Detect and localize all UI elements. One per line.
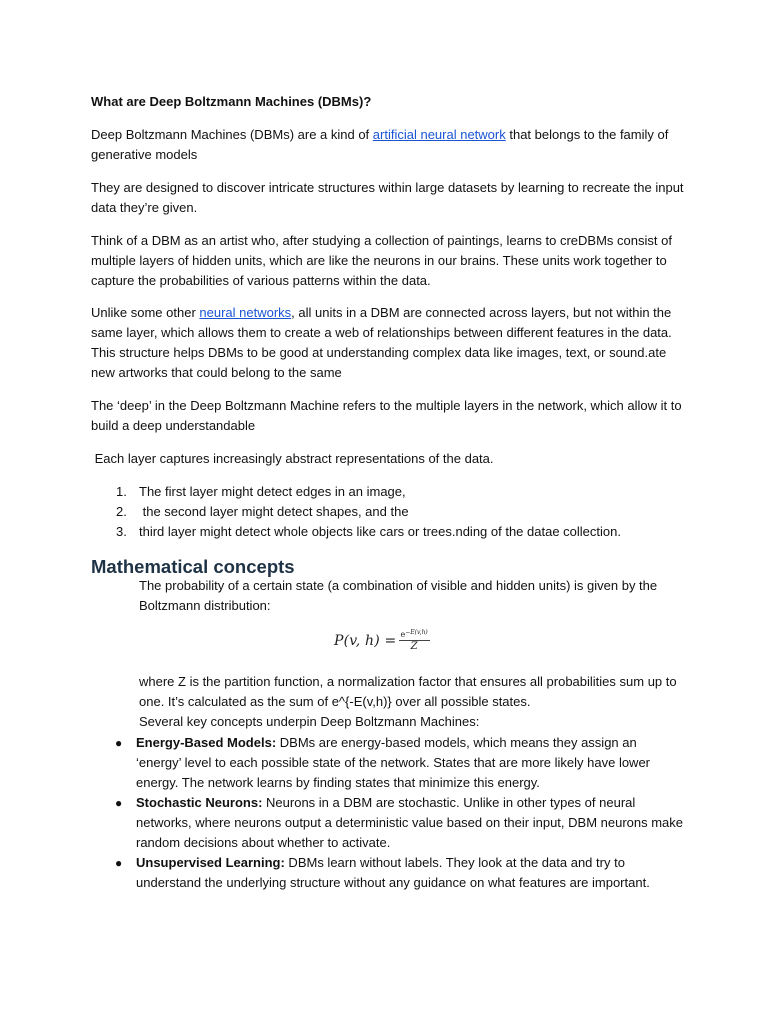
list-number: 2.: [116, 504, 127, 519]
list-item: [115, 733, 684, 793]
concept-description: Neurons in a DBM are stochastic. Unlike in other types of neural networks, where neurons output a deterministic value based on their input, DBM neurons make random decisions about whether to activate.: [136, 795, 684, 850]
formula-numerator-base: e: [400, 630, 406, 639]
concept-description: DBMs learn without labels. They look at the data and try to understand the underlying structure without any guidance on what features are important.: [136, 855, 650, 890]
formula-lhs: P(v, h) =: [334, 632, 397, 649]
artificial-neural-network-link[interactable]: artificial neural network: [372, 127, 506, 142]
paragraph-concepts-intro: Several key concepts underpin Deep Boltzmann Machines:: [139, 714, 480, 729]
paragraph-intro-text-after: that belongs to the family of generative models: [91, 127, 669, 162]
list-item-text: the second layer might detect shapes, and the: [139, 504, 409, 519]
paragraph-math-intro: The probability of a certain state (a combination of visible and hidden units) is given by the Boltzmann distribution:: [139, 578, 658, 613]
paragraph-datasets: They are designed to discover intricate structures within large datasets by learning to recreate the input data they’re given.: [91, 180, 684, 215]
paragraph-connections-text-after: , all units in a DBM are connected across layers, but not within the same layer, which allows them to create a web of relationships between different features in the data. This structure helps DBMs to be good at understanding complex data like images, text, or sound.ate new artworks that could belong to the same: [91, 305, 672, 380]
paragraph-connections: [91, 303, 691, 383]
list-number: 3.: [116, 524, 127, 539]
concept-term: Stochastic Neurons:: [136, 795, 263, 810]
list-item: [115, 793, 684, 853]
concept-term: Energy-Based Models:: [136, 735, 277, 750]
paragraph-connections-text-before: Unlike some other: [91, 305, 200, 320]
paragraph-partition-function: where Z is the partition function, a normalization factor that ensures all probabilities sum up to one. It’s calculated as the sum of e^{-E(v,h)} over all possible states.: [139, 674, 677, 709]
formula-denominator: Z: [410, 641, 418, 652]
formula-numerator: [399, 628, 430, 641]
bullet-icon: ●: [115, 736, 123, 750]
list-item: [116, 502, 684, 522]
list-item: [116, 522, 684, 542]
list-item: [115, 853, 684, 893]
paragraph-intro-text-before: Deep Boltzmann Machines (DBMs) are a kind of: [91, 127, 373, 142]
concept-description: DBMs are energy-based models, which means they assign an ‘energy’ level to each possible state of the network. States that are more likely have lower energy. The network learns by finding states that minimize this energy.: [136, 735, 651, 790]
boltzmann-formula: [334, 628, 430, 653]
list-item: [116, 482, 684, 502]
key-concepts-list: [115, 733, 684, 893]
concept-term: Unsupervised Learning:: [136, 855, 285, 870]
bullet-icon: ●: [115, 796, 123, 810]
neural-networks-link[interactable]: neural networks: [199, 305, 292, 320]
formula-numerator-exponent: −E(v,h): [405, 629, 428, 636]
paragraph-intro: [91, 125, 691, 165]
document-title: What are Deep Boltzmann Machines (DBMs)?: [91, 94, 372, 109]
list-number: 1.: [116, 484, 127, 499]
paragraph-deep: The ‘deep’ in the Deep Boltzmann Machine refers to the multiple layers in the network, which allow it to build a deep understandable: [91, 398, 682, 433]
formula-fraction: [399, 628, 430, 653]
paragraph-layers: Each layer captures increasingly abstract representations of the data.: [91, 451, 494, 466]
list-item-text: third layer might detect whole objects like cars or trees.nding of the datae collection.: [139, 524, 621, 539]
list-item-text: The first layer might detect edges in an image,: [139, 484, 406, 499]
bullet-icon: ●: [115, 856, 123, 870]
paragraph-artist: Think of a DBM as an artist who, after studying a collection of paintings, learns to creDBMs consist of multiple layers of hidden units, which are like the neurons in our brains. These units work together to capture the probabilities of various patterns within the data.: [91, 233, 672, 288]
layer-examples-list: [116, 482, 684, 542]
section-heading-mathematical-concepts: Mathematical concepts: [91, 556, 295, 577]
